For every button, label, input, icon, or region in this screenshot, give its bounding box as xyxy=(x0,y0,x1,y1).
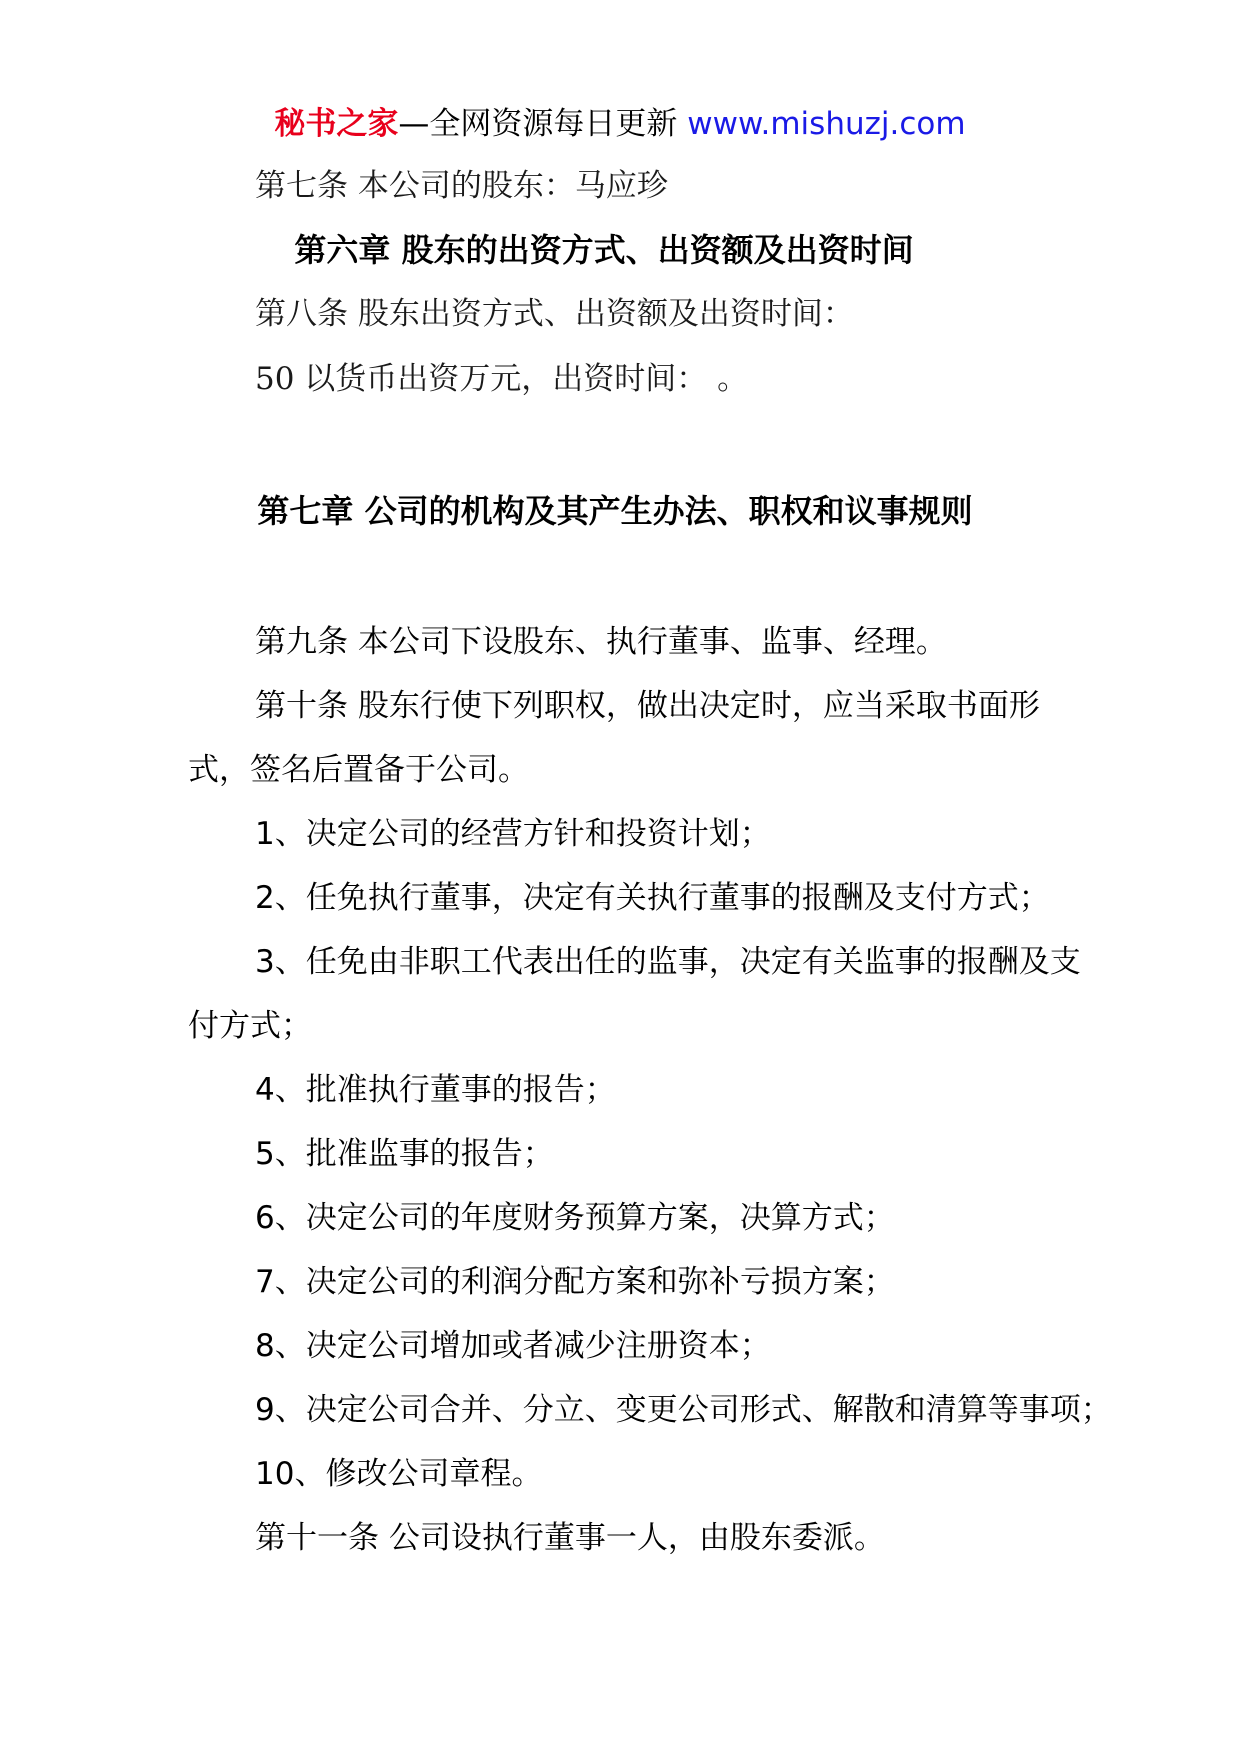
list-item-8: 8、决定公司增加或者减少注册资本； xyxy=(255,1328,771,1364)
list-item-7: 7、决定公司的利润分配方案和弥补亏损方案； xyxy=(255,1264,895,1300)
list-item-9: 9、决定公司合并、分立、变更公司形式、解散和清算等事项； xyxy=(255,1392,1112,1428)
header-url-link[interactable]: www.mishuzj.com xyxy=(687,106,966,142)
article-9: 第九条 本公司下设股东、执行董事、监事、经理。 xyxy=(255,624,947,660)
chapter-7-heading: 第七章 公司的机构及其产生办法、职权和议事规则 xyxy=(257,492,973,530)
article-10-line-2: 式，签名后置备于公司。 xyxy=(188,752,529,788)
article-8: 第八条 股东出资方式、出资额及出资时间： xyxy=(255,296,854,332)
list-item-3-line-2: 付方式； xyxy=(188,1008,312,1044)
chapter-6-heading: 第六章 股东的出资方式、出资额及出资时间 xyxy=(294,231,914,269)
list-item-4: 4、批准执行董事的报告； xyxy=(255,1072,616,1108)
capital-contribution-line: 50 以货币出资万元，出资时间： 。 xyxy=(255,361,749,397)
list-item-6: 6、决定公司的年度财务预算方案，决算方式； xyxy=(255,1200,895,1236)
article-10-line-1: 第十条 股东行使下列职权，做出决定时，应当采取书面形 xyxy=(255,688,1040,724)
site-header xyxy=(0,100,1240,148)
article-11: 第十一条 公司设执行董事一人，由股东委派。 xyxy=(255,1520,885,1556)
list-item-5: 5、批准监事的报告； xyxy=(255,1136,554,1172)
list-item-3-line-1: 3、任免由非职工代表出任的监事，决定有关监事的报酬及支 xyxy=(255,944,1081,980)
article-7: 第七条 本公司的股东：马应珍 xyxy=(255,168,668,204)
list-item-10: 10、修改公司章程。 xyxy=(255,1456,543,1492)
header-tagline: —全网资源每日更新 xyxy=(398,106,678,142)
list-item-2: 2、任免执行董事，决定有关执行董事的报酬及支付方式； xyxy=(255,880,1050,916)
list-item-1: 1、决定公司的经营方针和投资计划； xyxy=(255,816,771,852)
brand-name: 秘书之家 xyxy=(274,106,399,142)
